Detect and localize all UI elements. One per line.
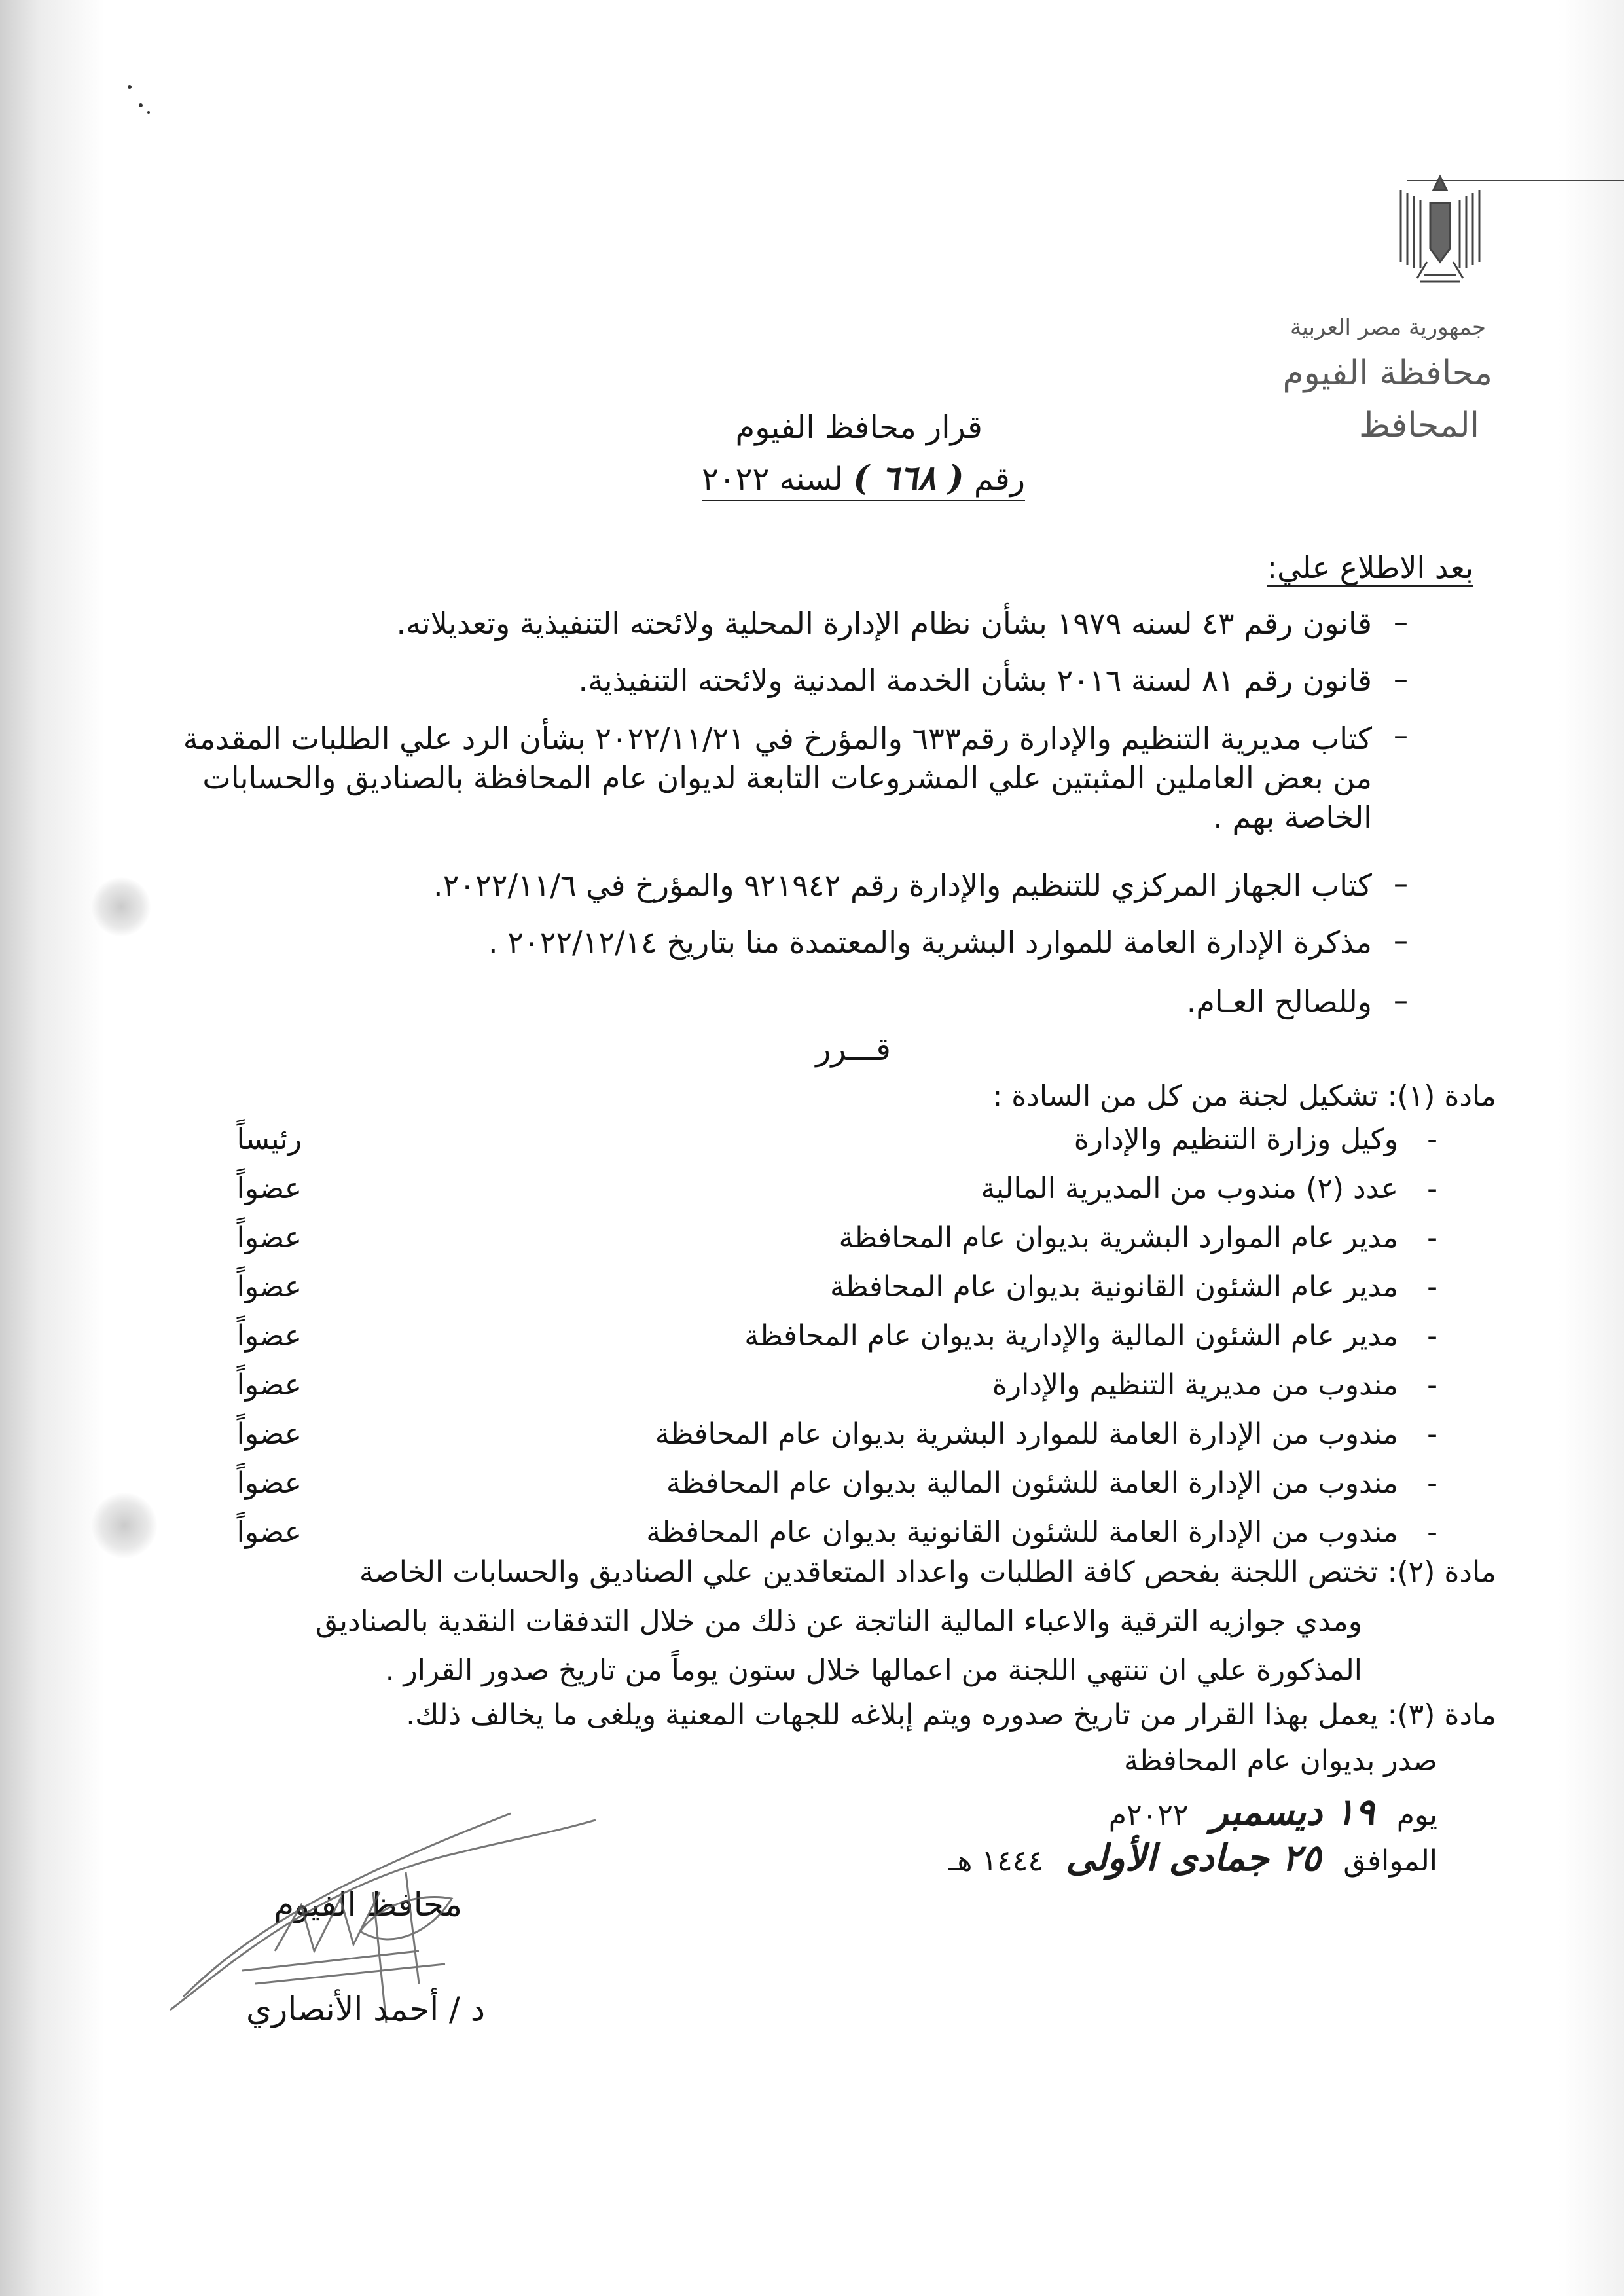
member-name: وكيل وزارة التنظيم والإدارة	[1074, 1123, 1398, 1156]
member-role: عضواً	[236, 1417, 302, 1451]
member-dash: -	[1427, 1516, 1437, 1549]
preamble-ref: كتاب الجهاز المركزي للتنظيم والإدارة رقم ٩٢١٩٤٢ والمؤرخ في ٢٠٢٢/١١/٦.	[433, 867, 1372, 903]
member-name: مدير عام الشئون المالية والإدارية بديوان عام المحافظة	[744, 1319, 1398, 1353]
bullet-dash: –	[1394, 719, 1408, 752]
punch-hole-top	[92, 877, 151, 936]
article-2-line-3: المذكورة علي ان تنتهي اللجنة من اعمالها خلال ستون يوماً من تاريخ صدور القرار .	[385, 1654, 1362, 1687]
member-dash: -	[1427, 1467, 1437, 1500]
republic-name: جمهورية مصر العربية	[1290, 314, 1486, 340]
handwritten-day: ١٩ ديسمبر	[1210, 1791, 1375, 1834]
member-name: مندوب من الإدارة العامة للشئون القانونية بديوان عام المحافظة	[646, 1516, 1398, 1549]
decree-word: قـــرر	[816, 1031, 891, 1068]
member-dash: -	[1427, 1368, 1437, 1402]
member-name: مدير عام الشئون القانونية بديوان عام المحافظة	[830, 1270, 1398, 1303]
gregorian-date-line	[1109, 1791, 1437, 1834]
member-role: عضواً	[236, 1221, 302, 1254]
decree-number: ( ٦٦٨ )	[853, 458, 964, 498]
member-name: مندوب من الإدارة العامة للموارد البشرية بديوان عام المحافظة	[655, 1417, 1398, 1451]
member-dash: -	[1427, 1123, 1437, 1156]
member-role: عضواً	[236, 1172, 302, 1205]
article-2-line-2: ومدي جوازيه الترقية والاعباء المالية الناتجة عن ذلك من خلال التدفقات النقدية بالصناديق	[316, 1605, 1362, 1638]
signatory-name: د / أحمد الأنصاري	[246, 1990, 485, 2028]
hijri-date-line	[948, 1836, 1437, 1880]
member-dash: -	[1427, 1172, 1437, 1205]
member-name: مندوب من الإدارة العامة للشئون المالية بديوان عام المحافظة	[666, 1467, 1398, 1500]
eagle-emblem-icon	[1388, 164, 1492, 295]
article-3: مادة (٣): يعمل بهذا القرار من تاريخ صدوره ويتم إبلاغه للجهات المعنية ويلغى ما يخالف ذلك.	[406, 1698, 1496, 1732]
preamble-ref: مذكرة الإدارة العامة للموارد البشرية والمعتمدة منا بتاريخ ٢٠٢٢/١٢/١٤ .	[488, 924, 1372, 960]
member-role: عضواً	[236, 1368, 302, 1402]
bullet-dash: –	[1394, 984, 1408, 1017]
letterhead	[1282, 164, 1492, 465]
preamble-ref: وللصالح العـام.	[1186, 984, 1372, 1019]
bullet-dash: –	[1394, 606, 1408, 639]
issued-at: صدر بديوان عام المحافظة	[1123, 1744, 1437, 1777]
member-role: عضواً	[236, 1516, 302, 1549]
preamble-ref: قانون رقم ٨١ لسنة ٢٠١٦ بشأن الخدمة المدنية ولائحته التنفيذية.	[578, 663, 1372, 698]
member-name: مدير عام الموارد البشرية بديوان عام المحافظة	[839, 1221, 1398, 1254]
member-role: عضواً	[236, 1270, 302, 1303]
hijri-year: ١٤٤٤ هـ	[948, 1844, 1043, 1878]
punch-hole-bottom	[92, 1493, 157, 1558]
day-label: يوم	[1396, 1798, 1437, 1832]
member-dash: -	[1427, 1319, 1437, 1353]
bullet-dash: –	[1394, 867, 1408, 901]
preamble-heading: بعد الاطلاع علي:	[1267, 550, 1473, 587]
bullet-dash: –	[1394, 663, 1408, 696]
article-2-line-1: مادة (٢): تختص اللجنة بفحص كافة الطلبات واعداد المتعاقدين علي الصناديق والحسابات الخاصة	[359, 1556, 1496, 1589]
gregorian-year: ٢٠٢٢م	[1108, 1798, 1189, 1832]
member-role: رئيساً	[236, 1123, 302, 1156]
decree-number-line	[702, 458, 1025, 501]
decree-title-text: قرار محافظ الفيوم	[735, 409, 983, 446]
member-name: مندوب من مديرية التنظيم والإدارة	[992, 1368, 1398, 1402]
office-name: المحافظ	[1359, 406, 1479, 445]
number-label: رقم	[973, 461, 1025, 498]
member-role: عضواً	[236, 1467, 302, 1500]
member-dash: -	[1427, 1221, 1437, 1254]
member-name: عدد (٢) مندوب من المديرية المالية	[981, 1172, 1398, 1205]
signatory-title: محافظ الفيوم	[274, 1886, 462, 1923]
article-1: مادة (١): تشكيل لجنة من كل من السادة :	[992, 1080, 1496, 1113]
member-dash: -	[1427, 1270, 1437, 1303]
decree-year: لسنه ٢٠٢٢	[702, 461, 844, 498]
member-role: عضواً	[236, 1319, 302, 1353]
preamble-ref: قانون رقم ٤٣ لسنه ١٩٧٩ بشأن نظام الإدارة المحلية ولائحته التنفيذية وتعديلاته.	[396, 606, 1372, 641]
decree-title	[735, 409, 983, 446]
governorate-name: محافظة الفيوم	[1282, 354, 1492, 393]
hijri-label: الموافق	[1343, 1844, 1437, 1878]
preamble-ref: كتاب مديرية التنظيم والإدارة رقم٦٣٣ والمؤرخ في ٢٠٢٢/١١/٢١ بشأن الرد علي الطلبات المقدمة من بعض العاملين المثبتين علي المشروعات التابعة لديوان عام المحافظة بالصناديق والحسابات الخاصة بهم .	[183, 721, 1372, 835]
bullet-dash: –	[1394, 924, 1408, 958]
member-dash: -	[1427, 1417, 1437, 1451]
handwritten-hijri: ٢٥ جمادى الأولى	[1065, 1836, 1322, 1880]
